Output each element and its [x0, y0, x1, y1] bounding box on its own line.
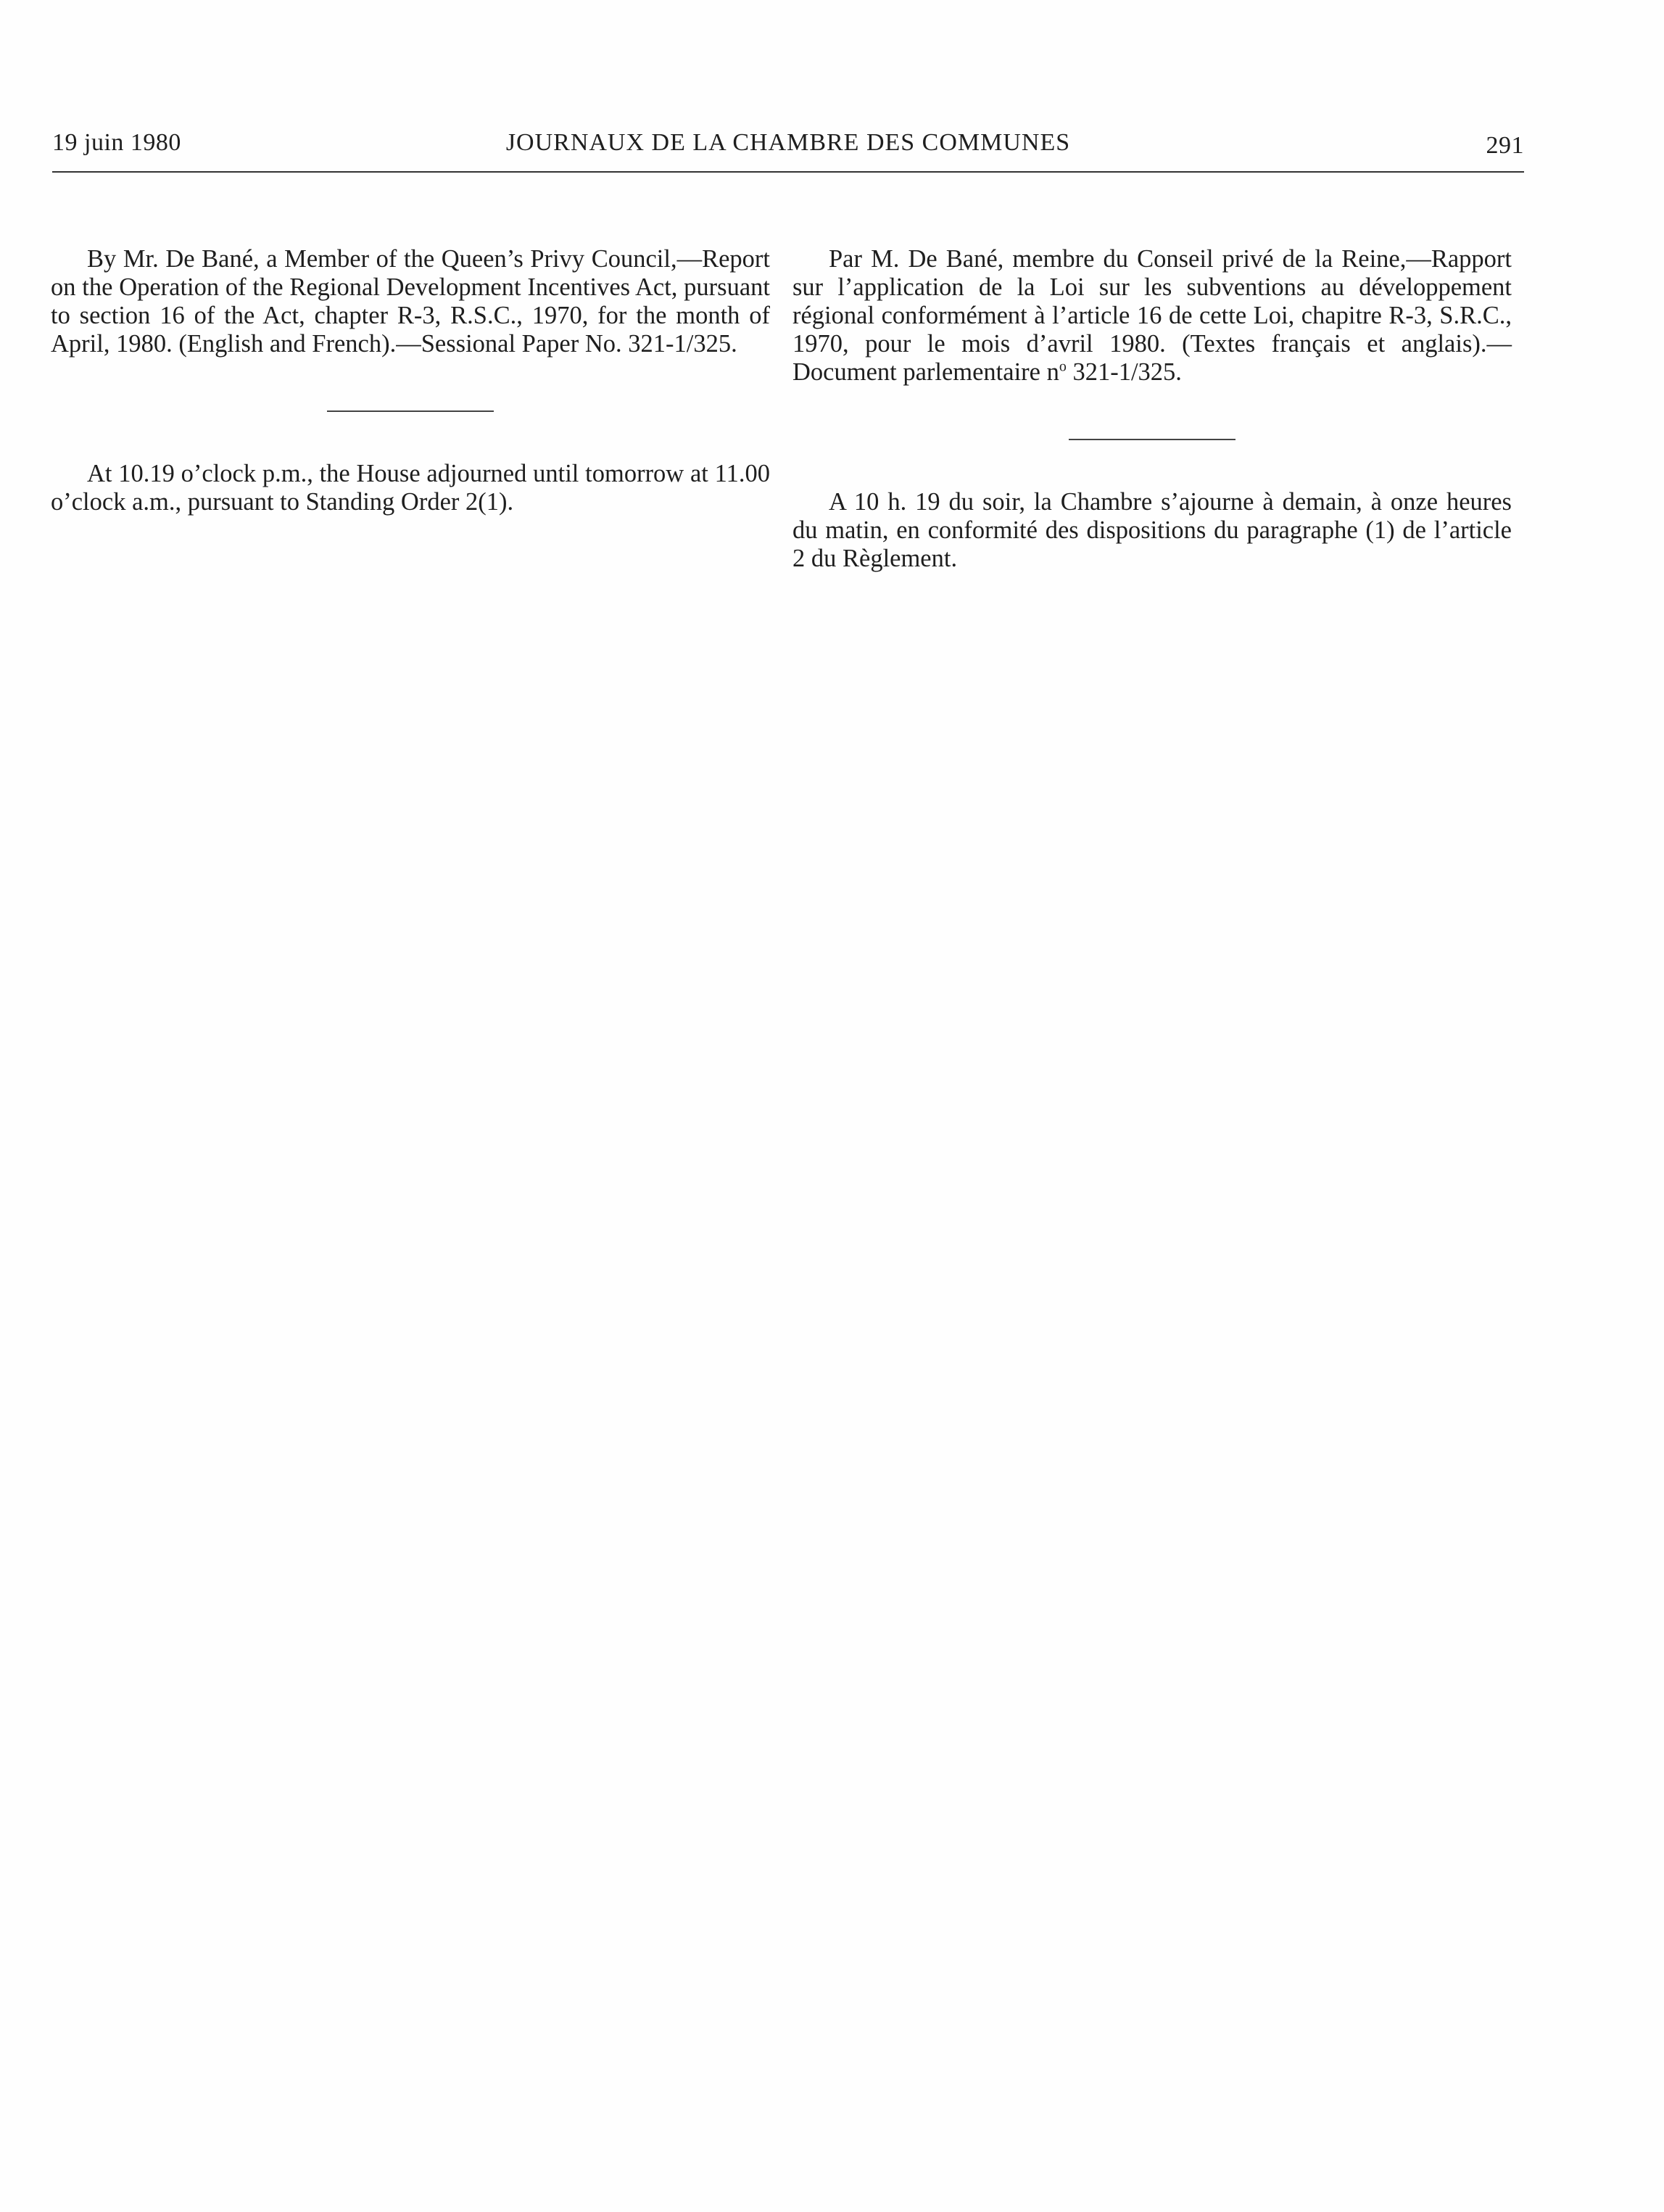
- header-title: JOURNAUX DE LA CHAMBRE DES COMMUNES: [505, 129, 1071, 156]
- running-header: [52, 129, 1524, 173]
- english-sessional-paper-paragraph: By Mr. De Bané, a Member of the Queen’s Privy Council,—Report on the Operation of the Regional Development Incentives Act, pursuant to section 16 of the Act, chapter R-3, R.S.C., 1970, for the month of April, 1980. (English and French).—Sessional Paper No. 321-1/325.: [51, 245, 770, 358]
- numero-superscript: o: [1059, 358, 1067, 375]
- french-paragraph-text: Par M. De Bané, membre du Conseil privé de la Reine,—Rapport sur l’application de la Loi sur les subventions au développement régional conformément à l’article 16 de cette Loi, chapitre R-3, S.R.C., 1970, pour le mois d’avril 1980. (Textes français et anglais).—Document parlementaire n: [792, 245, 1512, 386]
- french-separator-rule: [1069, 439, 1235, 440]
- page-number: 291: [1486, 132, 1524, 159]
- header-rule: [52, 171, 1524, 173]
- french-paragraph-end: 321-1/325.: [1066, 358, 1182, 386]
- french-column: [792, 245, 1512, 573]
- english-column: [51, 245, 770, 516]
- english-separator-rule: [327, 410, 494, 412]
- header-date: 19 juin 1980: [52, 129, 181, 156]
- english-adjournment-paragraph: At 10.19 o’clock p.m., the House adjourned until tomorrow at 11.00 o’clock a.m., pursuant to Standing Order 2(1).: [51, 460, 770, 516]
- french-adjournment-paragraph: A 10 h. 19 du soir, la Chambre s’ajourne à demain, à onze heures du matin, en conformité des dispositions du paragraphe (1) de l’article 2 du Règlement.: [792, 488, 1512, 572]
- french-sessional-paper-paragraph: [792, 245, 1512, 387]
